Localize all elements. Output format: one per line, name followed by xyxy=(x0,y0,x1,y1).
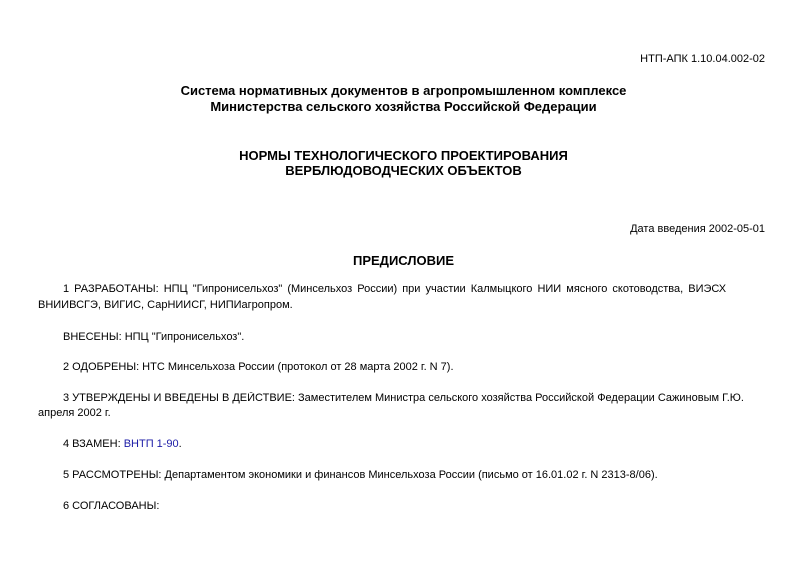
introduced-paragraph: ВНЕСЕНЫ: НПЦ "Гипронисельхоз". xyxy=(63,331,245,343)
document-title-line2: ВЕРБЛЮДОВОДЧЕСКИХ ОБЪЕКТОВ xyxy=(285,163,522,178)
replaces-link[interactable]: ВНТП 1-90 xyxy=(123,438,179,450)
replaces-paragraph xyxy=(63,438,182,450)
system-title-line1: Система нормативных документов в агропромышленном комплексе xyxy=(180,83,627,98)
developed-line2: ВНИИВСГЭ, ВИГИС, СарНИИСГ, НИПИагропром. xyxy=(38,299,293,311)
enacted-line2: апреля 2002 г. xyxy=(38,407,111,419)
preface-heading: ПРЕДИСЛОВИЕ xyxy=(353,253,454,268)
approved-paragraph: 2 ОДОБРЕНЫ: НТС Минсельхоза России (протокол от 28 марта 2002 г. N 7). xyxy=(63,361,454,373)
document-title-line1: НОРМЫ ТЕХНОЛОГИЧЕСКОГО ПРОЕКТИРОВАНИЯ xyxy=(239,148,568,163)
reviewed-paragraph: 5 РАССМОТРЕНЫ: Департаментом экономики и финансов Минсельхоза России (письмо от 16.01.02 г. N 2313-8/06). xyxy=(63,469,658,481)
replaces-prefix: 4 ВЗАМЕН: xyxy=(63,438,124,450)
document-code: НТП-АПК 1.10.04.002-02 xyxy=(640,53,765,65)
enacted-line1: 3 УТВЕРЖДЕНЫ И ВВЕДЕНЫ В ДЕЙСТВИЕ: Заместителем Министра сельского хозяйства Российской Федерации Сажиновым Г.Ю. xyxy=(63,392,744,404)
agreed-paragraph: 6 СОГЛАСОВАНЫ: xyxy=(63,500,160,512)
intro-date: Дата введения 2002-05-01 xyxy=(630,223,765,235)
replaces-suffix: . xyxy=(178,438,182,450)
system-title-line2: Министерства сельского хозяйства Российской Федерации xyxy=(210,99,597,114)
developed-line1: 1 РАЗРАБОТАНЫ: НПЦ "Гипронисельхоз" (Минсельхоз России) при участии Калмыцкого НИИ мясного скотоводства, ВИЭСХ xyxy=(63,283,727,295)
